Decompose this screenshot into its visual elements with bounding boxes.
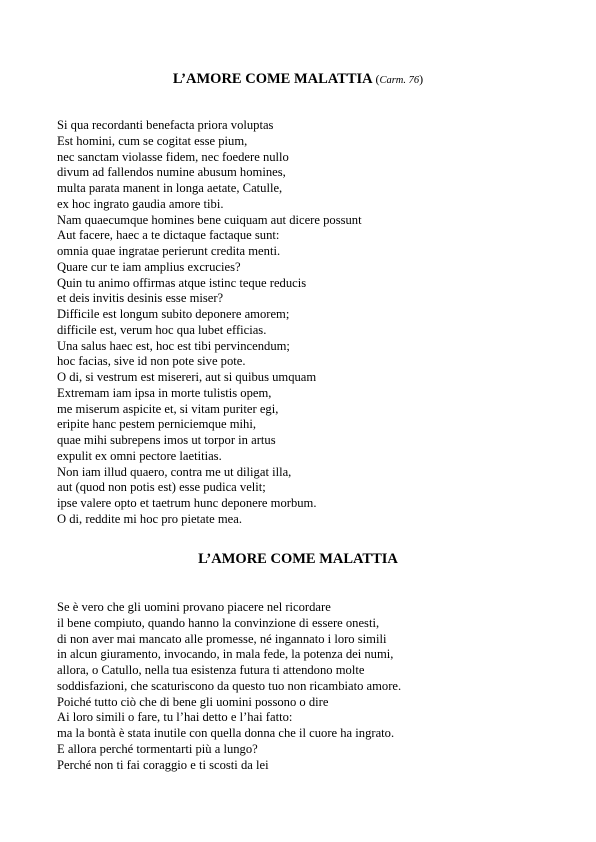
latin-verse-line: aut (quod non potis est) esse pudica velit;	[57, 480, 266, 495]
latin-verse-line: hoc facias, sive id non pote sive pote.	[57, 354, 246, 369]
italian-verse-line: allora, o Catullo, nella tua esistenza futura ti attendono molte	[57, 663, 365, 677]
latin-verse-line: Quare cur te iam amplius excrucies?	[57, 259, 241, 274]
italian-verse-line: ma la bontà è stata inutile con quella donna che il cuore ha ingrato.	[57, 726, 395, 740]
italian-verse-line: in alcun giuramento, invocando, in mala fede, la potenza dei numi,	[57, 647, 394, 662]
latin-verse-line: O di, reddite mi hoc pro pietate mea.	[57, 511, 242, 526]
italian-verse-line: di non aver mai mancato alle promesse, né ingannato i loro simili	[57, 631, 387, 646]
latin-verse-line: divum ad fallendos numine abusum homines,	[57, 165, 286, 180]
italian-verse-line: soddisfazioni, che scaturiscono da questo tuo non ricambiato amore.	[57, 678, 402, 693]
latin-verse-line: Est homini, cum se cogitat esse pium,	[57, 133, 248, 148]
latin-verse-line: Difficile est longum subito deponere amorem;	[57, 307, 290, 321]
latin-verse-line: Quin tu animo offirmas atque istinc teque reducis	[57, 275, 307, 290]
latin-verse-line: ex hoc ingrato gaudia amore tibi.	[57, 196, 224, 211]
italian-verse-line: E allora perché tormentarti più a lungo?	[57, 741, 258, 756]
italian-verse-line: Ai loro simili o fare, tu l’hai detto e l’hai fatto:	[57, 710, 293, 725]
italian-verse-line: il bene compiuto, quando hanno la convinzione di essere onesti,	[57, 615, 380, 630]
title-open-paren: (	[375, 72, 380, 86]
italian-verse-line: Perché non ti fai coraggio e ti scosti da lei	[57, 757, 269, 772]
italian-translation-title: L’AMORE COME MALATTIA	[198, 551, 398, 567]
latin-verse-line: Si qua recordanti benefacta priora voluptas	[57, 118, 274, 132]
latin-verse-line: Nam quaecumque homines bene cuiquam aut dicere possunt	[57, 212, 362, 227]
latin-verse-line: me miserum aspicite et, si vitam puriter egi,	[57, 401, 279, 416]
latin-verse-line: quae mihi subrepens imos ut torpor in artus	[57, 433, 276, 447]
latin-verse-line: ipse valere opto et taetrum hunc deponere morbum.	[57, 496, 317, 510]
latin-poem-title	[0, 70, 596, 90]
latin-title-text: L’AMORE COME MALATTIA	[172, 71, 372, 87]
italian-verse-line: Se è vero che gli uomini provano piacere nel ricordare	[57, 600, 331, 614]
latin-verse-line: Aut facere, haec a te dictaque factaque sunt:	[57, 228, 280, 243]
latin-verse-line: Una salus haec est, hoc est tibi pervincendum;	[57, 338, 290, 353]
latin-verse-line: Non iam illud quaero, contra me ut diligat illa,	[57, 464, 292, 479]
latin-verse-line: et deis invitis desinis esse miser?	[57, 291, 224, 306]
latin-verse-line: multa parata manent in longa aetate, Catulle,	[57, 181, 283, 195]
latin-verse-line: O di, si vestrum est misereri, aut si quibus umquam	[57, 370, 317, 384]
title-close-paren: )	[419, 72, 424, 86]
italian-verses	[57, 600, 401, 773]
italian-verse-line: Poiché tutto ciò che di bene gli uomini possono o dire	[57, 694, 329, 709]
latin-verse-line: eripite hanc pestem perniciemque mihi,	[57, 417, 256, 432]
carmen-reference: Carm. 76	[379, 75, 420, 86]
latin-verse-line: nec sanctam violasse fidem, nec foedere nullo	[57, 149, 289, 164]
latin-verse-line: Extremam iam ipsa in morte tulistis opem,	[57, 385, 272, 400]
latin-verse-line: difficile est, verum hoc qua lubet efficias.	[57, 322, 267, 337]
latin-verses	[57, 118, 362, 528]
latin-verse-line: expulit ex omni pectore laetitias.	[57, 448, 222, 463]
latin-verse-line: omnia quae ingratae perierunt credita menti.	[57, 244, 281, 258]
